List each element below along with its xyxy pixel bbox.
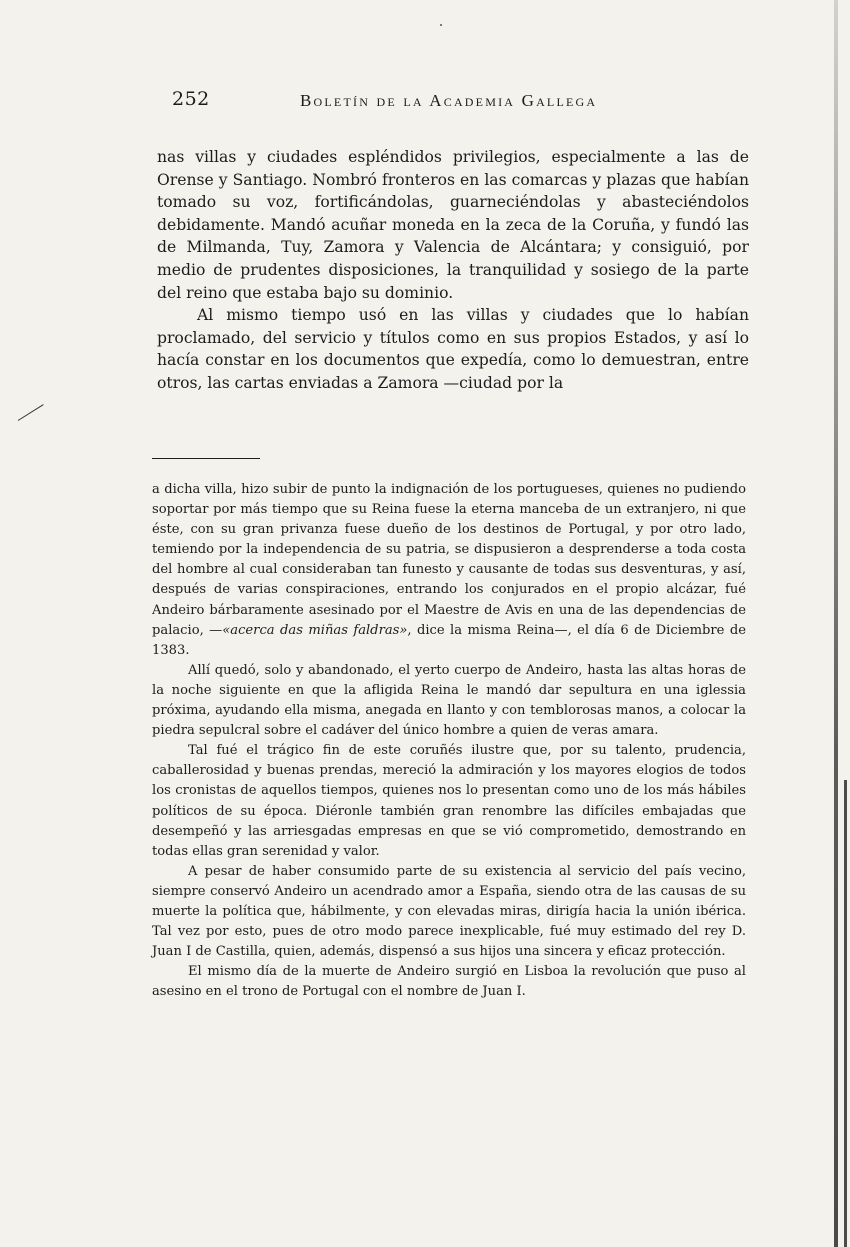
footnote-1-text-b: , dice la misma Reina—, el día 6 de Diciembre de 1383. (152, 622, 746, 658)
footnote-paragraph-2: Allí quedó, solo y abandonado, el yerto cuerpo de Andeiro, hasta las altas horas de la noche siguiente en que la afligida Reina le mandó dar sepultura en una iglessia próxima, ayudando ella misma, anegada en llanto y con temblorosas manos, a colocar la piedra sepulcral sobre el cadáver del único hombre a quien de veras amara. (152, 662, 746, 739)
body-paragraph-1: nas villas y ciudades espléndidos privilegios, especialmente a las de Orense y Santiago. Nombró fronteros en las comarcas y plazas que habían tomado su voz, fortificándolas, guarneciéndolas y abasteciéndolos debidamente. Mandó acuñar moneda en la zeca de la Coruña, y fundó las de Milmanda, Tuy, Zamora y Valencia de Alcántara; y consiguió, por medio de prudentes disposiciones, la tranquilidad y sosiego de la parte del reino que estaba bajo su dominio. (157, 148, 749, 302)
body-paragraph-2: Al mismo tiempo usó en las villas y ciudades que lo habían proclamado, del servicio y títulos como en sus propios Estados, y así lo hacía constar en los documentos que expedía, como lo demuestran, entre otros, las cartas enviadas a Zamora —ciudad por la (157, 306, 749, 392)
scan-speck (440, 24, 442, 26)
footnote-1-text-a: a dicha villa, hizo subir de punto la indignación de los portugueses, quienes no pudiendo soportar por más tiempo que su Reina fuese la eterna manceba de un extranjero, ni que éste, con su gran privanza fuese dueño de los destinos de Portugal, y por otro lado, temiendo por la independencia de su patria, se dispusieron a desprenderse a toda costa del hombre al cual consideraban tan funesto y causante de todas sus desventuras, y así, después de varias conspiraciones, entrando los conjurados en el propio alcázar, fué Andeiro bárbaramente asesinado por el Maestre de Avis en una de las dependencias de palacio, — (152, 482, 746, 638)
footnote-paragraph-5: El mismo día de la muerte de Andeiro surgió en Lisboa la revolución que puso al asesino en el trono de Portugal con el nombre de Juan I. (152, 964, 746, 1000)
footnote-divider (152, 458, 260, 459)
footnote-paragraph-3: Tal fué el trágico fin de este coruñés ilustre que, por su talento, prudencia, caballerosidad y buenas prendas, mereció la admiración y los mayores elogios de todos los cronistas de aquellos tiempos, quienes nos lo presentan como uno de los más hábiles políticos de su época. Diéronle también gran renombre las difíciles embajadas que desempeñó y las arriesgadas empresas en que se vió comprometido, demostrando en todas ellas gran serenidad y valor. (152, 743, 746, 859)
footnotes (152, 480, 746, 1002)
scan-edge-shadow (834, 0, 838, 1247)
running-title: Boletín de la Academia Gallega (300, 91, 598, 110)
footnote-paragraph-4: A pesar de haber consumido parte de su existencia al servicio del país vecino, siempre conservó Andeiro un acendrado amor a España, siendo otra de las causas de su muerte la política que, hábilmente, y con elevadas miras, dirigía hacia la unión ibérica. Tal vez por esto, pues de otro modo parece inexplicable, fué muy estimado del rey D. Juan I de Castilla, quien, además, dispensó a sus hijos una sincera y eficaz protección. (152, 863, 746, 960)
footnote-1-quote: «acerca das miñas faldras» (222, 622, 408, 638)
main-text (157, 146, 749, 395)
scan-edge-line (844, 780, 847, 1247)
footnote-paragraph-1 (152, 480, 746, 661)
page-number: 252 (172, 88, 210, 110)
margin-pencil-mark (18, 404, 44, 421)
